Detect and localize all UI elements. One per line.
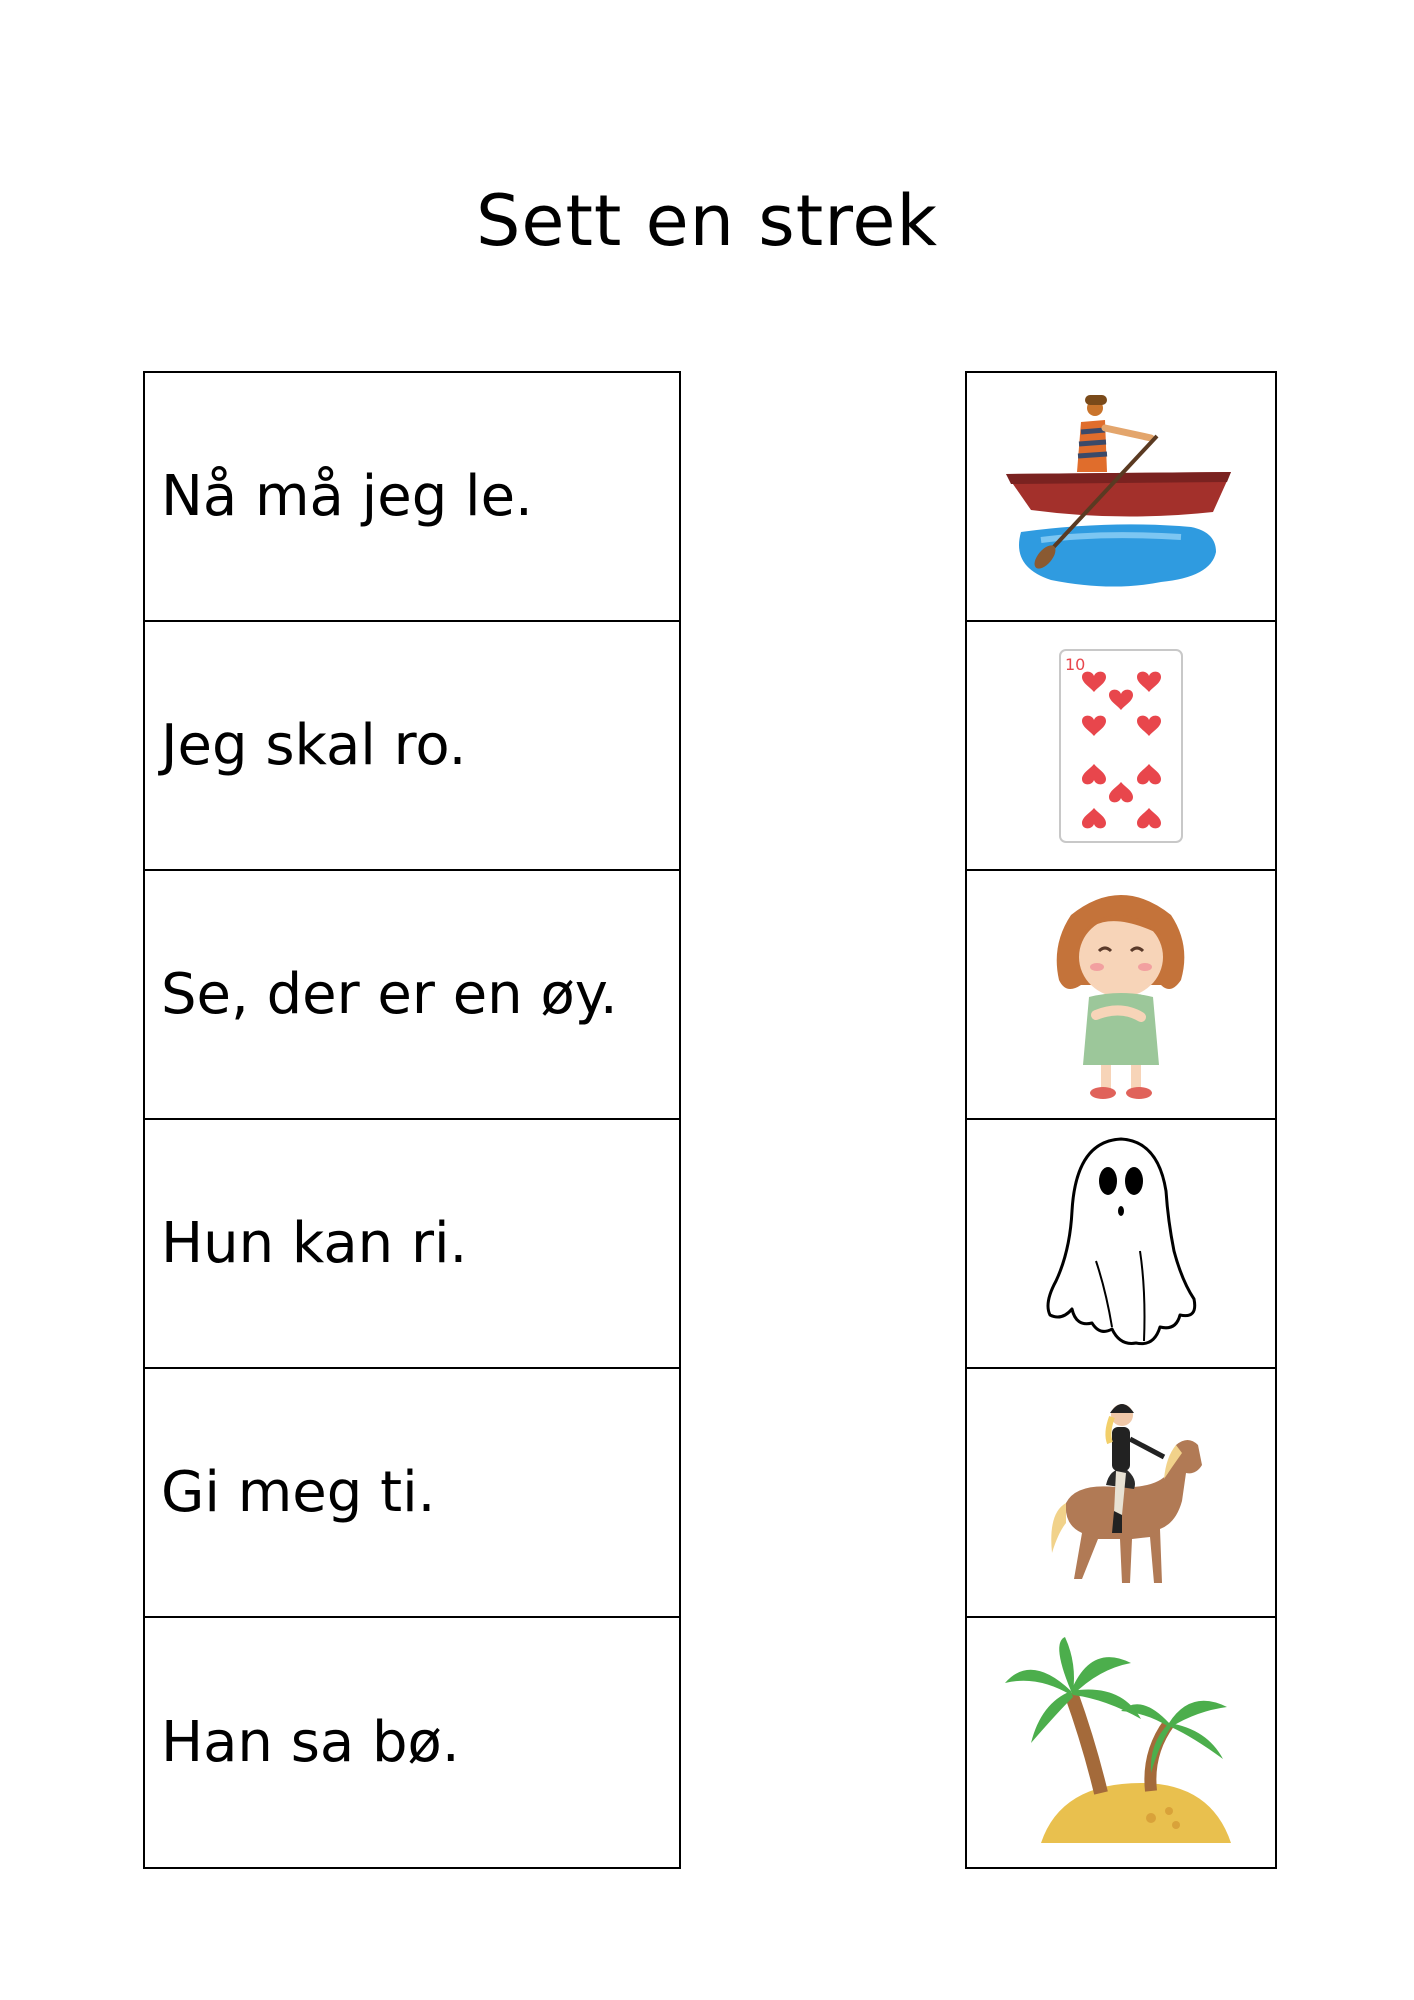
picture-cell-2[interactable]: [967, 622, 1275, 871]
picture-cell-6[interactable]: [967, 1618, 1275, 1867]
sentence-cell-1[interactable]: [145, 373, 679, 622]
picture-column: [965, 371, 1277, 1869]
sentence-text: Hun kan ri.: [161, 1211, 468, 1276]
picture-cell-5[interactable]: [967, 1369, 1275, 1618]
picture-cell-4[interactable]: [967, 1120, 1275, 1369]
horse-rider-icon: [1036, 1383, 1206, 1603]
sentence-text: Gi meg ti.: [161, 1460, 436, 1525]
sentence-cell-3[interactable]: [145, 871, 679, 1120]
card-rank-label: 10: [1065, 654, 1086, 674]
palm-island-icon: [1001, 1633, 1241, 1853]
picture-cell-3[interactable]: [967, 871, 1275, 1120]
sentence-text: Jeg skal ro.: [161, 713, 467, 778]
sentence-cell-4[interactable]: [145, 1120, 679, 1369]
sentence-column: [143, 371, 681, 1869]
sentence-text: Se, der er en øy.: [161, 962, 618, 1027]
sentence-cell-2[interactable]: [145, 622, 679, 871]
rowing-boat-icon: [1001, 392, 1241, 602]
sentence-cell-5[interactable]: [145, 1369, 679, 1618]
sentence-text: Han sa bø.: [161, 1710, 460, 1775]
sentence-text: Nå må jeg le.: [161, 464, 533, 529]
picture-cell-1[interactable]: [967, 373, 1275, 622]
ten-of-hearts-card-icon: [1056, 646, 1186, 846]
page-title: Sett en strek: [475, 180, 939, 262]
sentence-cell-6[interactable]: [145, 1618, 679, 1867]
laughing-girl-icon: [1041, 885, 1201, 1105]
ghost-icon: [1036, 1131, 1206, 1356]
